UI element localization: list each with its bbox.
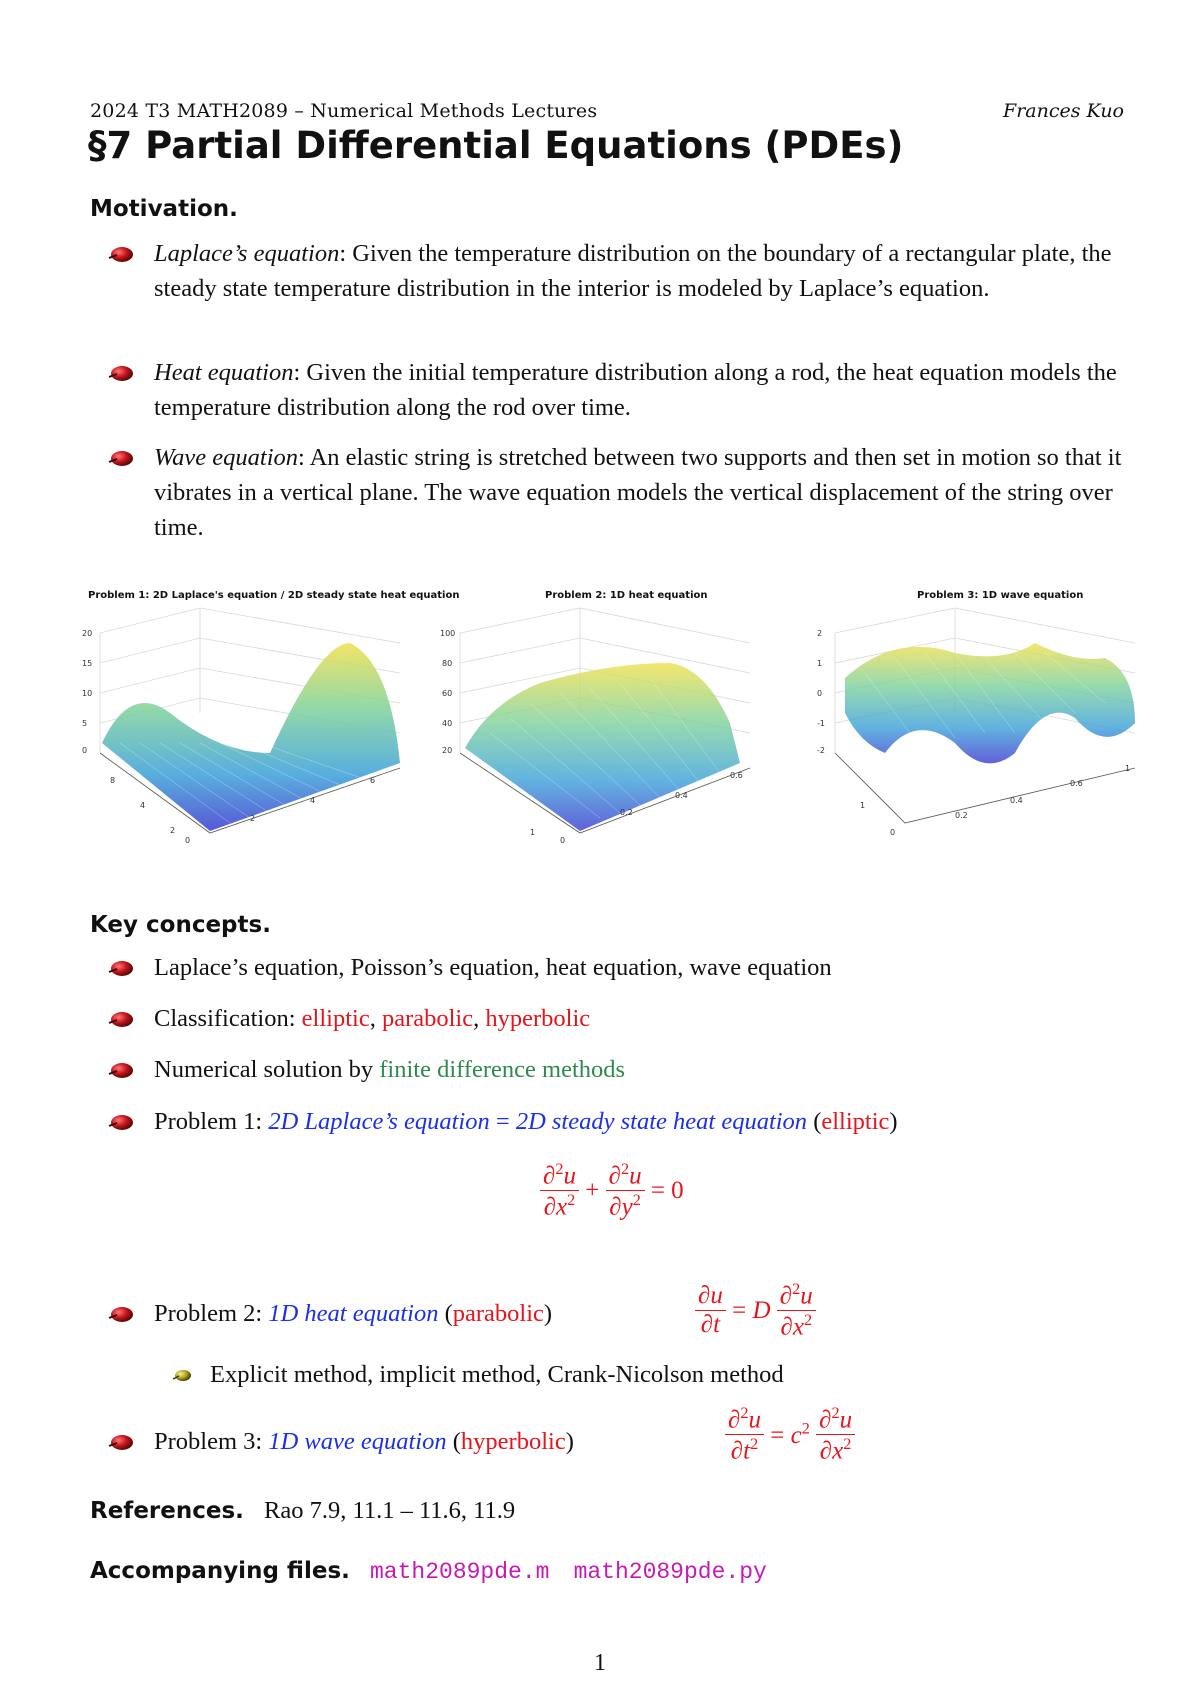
svg-text:4: 4 <box>310 796 316 805</box>
svg-text:8: 8 <box>110 776 116 785</box>
svg-text:4: 4 <box>140 801 146 810</box>
motivation-heading: Motivation. <box>90 196 238 222</box>
problem3-class: hyperbolic <box>460 1428 566 1455</box>
sub-item-methods <box>172 1357 784 1392</box>
problem1-name: 2D Laplace’s equation <box>268 1108 490 1135</box>
references-text: Rao 7.9, 11.1 – 11.6, 11.9 <box>264 1497 516 1524</box>
svg-text:0.6: 0.6 <box>730 771 743 780</box>
problem1-label: Problem 1: <box>154 1108 269 1135</box>
svg-text:80: 80 <box>442 659 453 668</box>
svg-text:1: 1 <box>1125 764 1131 773</box>
svg-text:0.4: 0.4 <box>1010 796 1023 805</box>
svg-text:2: 2 <box>170 826 176 835</box>
term-wave: Wave equation <box>154 444 299 471</box>
svg-text:6: 6 <box>370 776 376 785</box>
svg-text:-1: -1 <box>817 719 825 728</box>
fdm-term: finite difference methods <box>379 1056 626 1083</box>
references-line <box>90 1497 515 1525</box>
svg-text:10: 10 <box>82 689 93 698</box>
bullet-ball-icon <box>108 450 134 467</box>
figure-title: Problem 3: 1D wave equation <box>917 590 1084 601</box>
svg-text:5: 5 <box>82 719 88 728</box>
term-laplace: Laplace’s equation <box>154 240 340 267</box>
laplace-equation: $\frac{\partial^2u}{\partial x^2}$ + $\frac{\partial^2u}{\partial y^2}$ = 0 <box>540 1160 684 1222</box>
bullet-ball-icon <box>108 365 134 382</box>
wave-equation: $\frac{\partial^2u}{\partial t^2}$ = $c^2$ $\frac{\partial^2u}{\partial x^2}$ <box>725 1404 855 1466</box>
concept-item-numerical <box>108 1052 1128 1087</box>
figure-wave <box>805 585 1145 855</box>
svg-text:1: 1 <box>530 828 536 837</box>
page-number: 1 <box>594 1650 606 1676</box>
svg-text:40: 40 <box>442 719 453 728</box>
numerical-label: Numerical solution by <box>154 1056 380 1083</box>
class-elliptic: elliptic <box>301 1005 370 1032</box>
svg-text:15: 15 <box>82 659 93 668</box>
svg-text:2: 2 <box>250 814 256 823</box>
problem1-equals: = <box>495 1108 510 1135</box>
problem3-label: Problem 3: <box>154 1428 269 1455</box>
references-label: References. <box>90 1498 244 1524</box>
file-link-py[interactable]: math2089pde.py <box>573 1559 767 1585</box>
wave-surface-plot <box>805 603 1145 853</box>
laplace-surface-plot <box>70 603 410 853</box>
heat-equation: $\frac{\partial u}{\partial t}$ = D $\frac{\partial^2u}{\partial x^2}$ <box>695 1280 816 1342</box>
svg-text:1: 1 <box>817 659 823 668</box>
svg-text:60: 60 <box>442 689 453 698</box>
class-parabolic: parabolic <box>381 1005 474 1032</box>
concept-item-equations <box>108 950 1128 985</box>
svg-text:20: 20 <box>82 629 93 638</box>
header-author: Frances Kuo <box>1003 100 1124 122</box>
svg-text:20: 20 <box>442 746 453 755</box>
file-link-m[interactable]: math2089pde.m <box>370 1559 550 1585</box>
files-line <box>90 1557 767 1585</box>
problem1-name2: 2D steady state heat equation <box>515 1108 808 1135</box>
svg-text:0: 0 <box>890 828 896 837</box>
term-heat: Heat equation <box>154 359 294 386</box>
concept-item-problem1: Problem 1: 2D Laplace’s equation = 2D steady state heat equation (elliptic) <box>108 1104 1128 1139</box>
svg-text:0: 0 <box>82 746 88 755</box>
bullet-ball-icon <box>108 246 134 263</box>
methods-text: Explicit method, implicit method, Crank-Nicolson method <box>210 1361 784 1388</box>
motivation-item-laplace <box>108 236 1128 306</box>
svg-text:0.6: 0.6 <box>1070 779 1083 788</box>
problem1-class: elliptic <box>821 1108 890 1135</box>
svg-text:100: 100 <box>440 629 456 638</box>
text-wave: : An elastic string is stretched between two supports and then set in motion so that it vibrates in a vertical plane. The wave equation models the vertical displacement of the string over time. <box>154 444 1122 541</box>
svg-text:0.2: 0.2 <box>955 811 968 820</box>
svg-text:2: 2 <box>817 629 823 638</box>
motivation-item-heat <box>108 355 1128 425</box>
text-heat: : Given the initial temperature distribution along a rod, the heat equation models the temperature distribution along the rod over time. <box>154 359 1117 421</box>
text-laplace: : Given the temperature distribution on the boundary of a rectangular plate, the steady state temperature distribution in the interior is modeled by Laplace’s equation. <box>154 240 1112 302</box>
classification-label: Classification: <box>154 1005 302 1032</box>
figure-title: Problem 2: 1D heat equation <box>545 590 708 601</box>
svg-text:0: 0 <box>560 836 566 845</box>
files-label: Accompanying files. <box>90 1558 350 1584</box>
bullet-ball-icon <box>108 1434 134 1451</box>
figure-title: Problem 1: 2D Laplace's equation / 2D steady state heat equation <box>88 590 460 601</box>
problem2-label: Problem 2: <box>154 1300 269 1327</box>
page-title: §7 Partial Differential Equations (PDEs) <box>88 124 904 167</box>
bullet-ball-icon <box>108 1114 134 1131</box>
concept-item-problem3: Problem 3: 1D wave equation (hyperbolic) <box>108 1424 1128 1459</box>
heat-surface-plot <box>430 603 770 853</box>
bullet-ball-icon <box>108 1062 134 1079</box>
bullet-ball-icon <box>108 1306 134 1323</box>
problem3-name: 1D wave equation <box>268 1428 447 1455</box>
key-concepts-heading: Key concepts. <box>90 912 271 938</box>
problem2-class: parabolic <box>452 1300 544 1327</box>
figure-heat <box>430 585 770 855</box>
bullet-ball-small-icon <box>172 1369 192 1382</box>
motivation-item-wave <box>108 440 1128 545</box>
concept-equations-text: Laplace’s equation, Poisson’s equation, heat equation, wave equation <box>154 954 832 981</box>
class-hyperbolic: hyperbolic <box>485 1005 591 1032</box>
problem2-name: 1D heat equation <box>268 1300 439 1327</box>
header-course: 2024 T3 MATH2089 – Numerical Methods Lectures <box>90 100 598 122</box>
svg-text:0: 0 <box>185 836 191 845</box>
svg-text:-2: -2 <box>817 746 825 755</box>
svg-text:0: 0 <box>817 689 823 698</box>
bullet-ball-icon <box>108 1011 134 1028</box>
svg-text:1: 1 <box>860 801 866 810</box>
bullet-ball-icon <box>108 960 134 977</box>
concept-item-classification: Classification: elliptic, parabolic, hyperbolic <box>108 1001 1128 1036</box>
concept-item-problem2: Problem 2: 1D heat equation (parabolic) <box>108 1296 1128 1331</box>
svg-text:0.2: 0.2 <box>620 808 633 817</box>
svg-text:0.4: 0.4 <box>675 791 688 800</box>
